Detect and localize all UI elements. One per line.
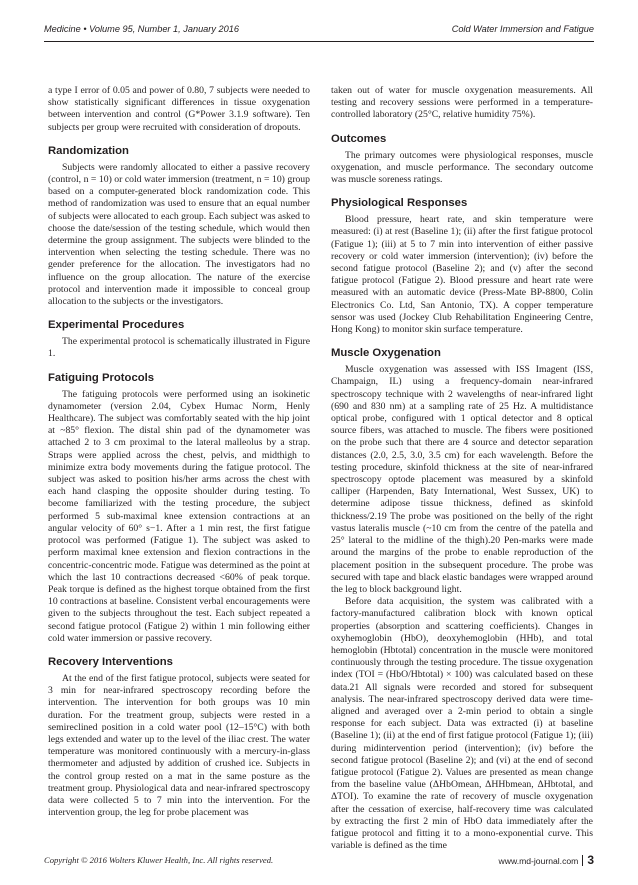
- randomization-heading: Randomization: [48, 144, 129, 157]
- journal-website-link[interactable]: www.md-journal.com: [498, 856, 579, 866]
- randomization-paragraph: Subjects were randomly allocated to either a passive recovery (control, n = 10) or cold water immersion (treatment, n = 10) group based on a computer-generated block randomization code. This method of randomization was used to ensure that an equal number of subjects were allocated to each group. Each subject was asked to choose the date/session of the testing schedule, which would then determine the group assignment. The subjects were blinded to the intervention when selecting the testing schedule. There was no gender preference for the allocation. The investigators had no influence on the group allocation. The nature of the exercise protocol and intervention made it impossible to conceal group allocation to the subjects or the investigators.: [48, 161, 310, 308]
- running-header: [44, 18, 594, 36]
- experimental-procedures-paragraph: The experimental protocol is schematically illustrated in Figure 1.: [48, 336, 310, 360]
- recovery-interventions-heading: Recovery Interventions: [48, 655, 173, 668]
- physiological-responses-paragraph: Blood pressure, heart rate, and skin temperature were measured: (i) at rest (Baseline 1); (ii) after the first fatigue protocol (Fatigue 1); (iii) at 5 to 7 min into intervention of either passive recovery or cold water immersion (intervention); (iv) before the second fatigue protocol (Baseline 2); and (v) after the second fatigue protocol (Fatigue 2). Blood pressure and heart rate were measured with an automatic device (Press-Mate BP-8800, Colin Electronics Co. Ltd, San Antonio, TX). A copper temperature sensor was used (Jockey Club Rehabilitation Engineering Centre, Hong Kong) to monitor skin surface temperature.: [331, 214, 593, 336]
- physiological-responses-heading: Physiological Responses: [331, 197, 468, 210]
- left-column: [48, 85, 310, 819]
- issue-info: Volume 95, Number 1, January 2016: [89, 24, 239, 34]
- header-citation: [44, 24, 239, 34]
- journal-name: Medicine: [44, 24, 81, 34]
- outcomes-paragraph: The primary outcomes were physiological responses, muscle oxygenation, and muscle performance. The secondary outcome was muscle soreness ratings.: [331, 149, 593, 186]
- footer-separator: [582, 855, 583, 866]
- muscle-oxygenation-paragraph-2: Before data acquisition, the system was calibrated with a factory-manufactured calibration block with known optical properties (absorption and scattering coefficients). Changes in oxyhemoglobin (HbO), deoxyhemoglobin (HHb), and total hemoglobin (Hbtotal) concentration in the muscle were monitored continuously through the testing procedure. The tissue oxygenation index (TOI = (HbO/Hbtotal) × 100) was calculated based on these data.21 All signals were recorded and stored for subsequent analysis. The near-infrared spectroscopy derived data were time-aligned and averaged over a 2-min period to obtain a single response for each subject. Data was extracted (i) at baseline (Baseline 1); (ii) at the end of first fatigue protocol (Fatigue 1); (iii) during midintervention period (intervention); (iv) before the second fatigue protocol (Baseline 2); and (vi) at the end of second fatigue protocol (Fatigue 2). Values are presented as mean change from the baseline value (ΔHbOmean, ΔHHbmean, ΔHbtotal, and ΔTOI). To examine the rate of recovery of muscle oxygenation after the cessation of exercise, half-recovery time was calculated by extracting the first 2 min of HbO data immediately after the fatigue protocol and fitting it to a mono-exponential curve. This variable is defined as the time: [331, 596, 593, 852]
- fatiguing-protocols-heading: Fatiguing Protocols: [48, 371, 155, 384]
- right-intro-paragraph: taken out of water for muscle oxygenation measurements. All testing and recovery sessions were performed in a temperature-controlled laboratory (25°C, relative humidity 75%).: [331, 85, 593, 121]
- header-bullet: •: [83, 24, 87, 34]
- header-rule: [44, 41, 594, 42]
- recovery-interventions-paragraph: At the end of the first fatigue protocol, subjects were seated for 3 min for near-infrared spectroscopy recording before the intervention. The intervention for both groups was 10 min duration. For the treatment group, subjects were rested in a semireclined position in a cold water pool (12–15°C) with both legs extended and water up to the level of the iliac crest. The water temperature was monitored continuously with a mercury-in-glass thermometer and adjusted by addition of crushed ice. Subjects in the control group rested on a mat in the same posture as the treatment group. Physiological data and near-infrared spectroscopy data were collected 5 to 7 min into the intervention. For the intervention group, the leg for probe placement was: [48, 672, 310, 819]
- running-title: Cold Water Immersion and Fatigue: [451, 24, 594, 34]
- footer-right: [499, 853, 594, 867]
- page-number: 3: [587, 853, 594, 867]
- muscle-oxygenation-heading: Muscle Oxygenation: [331, 347, 441, 360]
- left-intro-paragraph: a type I error of 0.05 and power of 0.80, 7 subjects were needed to show statistically significant differences in tissue oxygenation between intervention and control (G*Power 3.1.9 software). Ten subjects per group were recruited with consideration of dropouts.: [48, 85, 310, 133]
- page-footer: [44, 853, 594, 869]
- experimental-procedures-heading: Experimental Procedures: [48, 319, 185, 332]
- outcomes-heading: Outcomes: [331, 132, 387, 145]
- fatiguing-protocols-paragraph: The fatiguing protocols were performed using an isokinetic dynamometer (version 2.04, Cybex Humac Norm, Henly Healthcare). The subject was comfortably seated with the hip joint at ~85° flexion. The distal shin pad of the dynamometer was attached 2 to 3 cm proximal to the lateral malleolus by a strap. Straps were applied across the chest, pelvis, and midthigh to minimize extra body movements during the fatigue protocol. The subject was asked to position his/her arms across the chest with each hand clasping the opposite shoulder during testing. To become familiarized with the testing procedure, the subject performed 5 sub-maximal knee extension contractions at an angular velocity of 60° s−1. After a 1 min rest, the first fatigue protocol was performed (Fatigue 1). The subject was asked to perform maximal knee extension and flexion contractions in the concentric-concentric mode. Fatigue was determined as the point at which the last 10 contractions decreased <60% of peak torque. Peak torque is defined as the highest torque obtained from the first 10 contractions at baseline. Consistent verbal encouragements were given to the subjects throughout the test. Each subject repeated a second fatigue protocol (Fatigue 2) within 1 min following either cold water immersion or passive recovery.: [48, 388, 311, 644]
- right-column: [331, 85, 593, 852]
- muscle-oxygenation-paragraph-1: Muscle oxygenation was assessed with ISS Imagent (ISS, Champaign, IL) using a frequency-domain near-infrared spectroscopy technique with 2 wavelengths of near-infrared light (690 and 830 nm) at a sampling rate of 25 Hz. A multidistance optical probe, configured with 1 optical detector and 8 optical source fibers, was attached to muscle. The fibers were positioned on the probe such that there are 4 source and detector separation distances (2.0, 2.5, 3.0, 3.5 cm) for each wavelength. Before the testing procedure, skinfold thickness at the site of near-infrared spectroscopy optode placement was measured by a skinfold calliper (Harpenden, Baty International, West Sussex, UK) to determine adipose tissue thickness, defined as skinfold thickness/2.19 The probe was positioned on the belly of the right vastus lateralis muscle (~10 cm from the centre of the patella and 25° lateral to the midline of the thigh).20 Pen-marks were made around the margins of the probe to enable reproduction of the placement position in the subsequent procedure. The probe was secured with tape and black elastic bandages were wrapped around the leg to block background light.: [331, 364, 593, 595]
- copyright-notice: Copyright © 2016 Wolters Kluwer Health, Inc. All rights reserved.: [44, 855, 274, 865]
